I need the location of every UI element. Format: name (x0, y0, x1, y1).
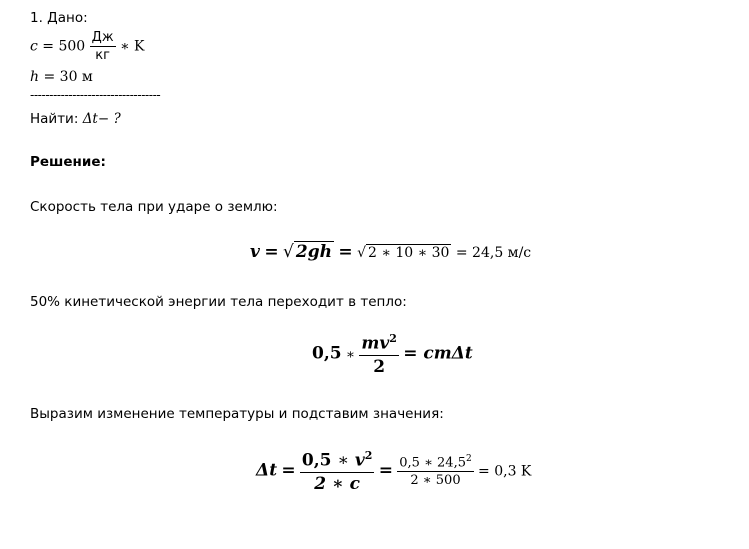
eq1-equals-2: = (338, 242, 353, 262)
find-label: Найти: (30, 111, 79, 127)
equation-velocity (250, 241, 531, 262)
eq2-fraction (359, 332, 399, 377)
eq2-numerator: $mv^2$ (361, 332, 397, 354)
equation-energy (312, 332, 473, 377)
paragraph-energy: 50% кинетической энергии тела переходит в тепло: (30, 294, 407, 310)
paragraph-temperature: Выразим изменение температуры и подставим значения: (30, 406, 444, 422)
eq3-equals: = (281, 460, 296, 481)
given-h-line (30, 69, 93, 85)
eq3-f2-numerator: 0,5 ∗ 24,5$^2$ (399, 454, 472, 471)
eq3-fraction-symbolic (300, 449, 375, 494)
paragraph-velocity: Скорость тела при ударе о землю: (30, 199, 278, 215)
eq1-lhs: v (250, 242, 260, 262)
eq3-result: = 0,3 K (478, 463, 532, 480)
unit-numerator: Дж (91, 30, 114, 45)
eq1-equals: = (264, 242, 279, 262)
eq1-radicand-numeric: 2 ∗ 10 ∗ 30 (368, 245, 450, 261)
find-line (30, 111, 121, 127)
eq2-times: ∗ (345, 346, 356, 363)
given-c-line (30, 30, 144, 63)
eq2-denominator: 2 (359, 355, 399, 377)
eq1-sqrt-numeric: √ 2 ∗ 10 ∗ 30 (357, 245, 450, 261)
eq3-f1-denominator: 2 ∗ c (300, 472, 375, 494)
eq3-equals-2: = (378, 460, 393, 481)
equals-sign: = (42, 38, 55, 55)
given-header: 1. Дано: (30, 10, 88, 26)
eq2-rhs: = cmΔt (403, 343, 473, 364)
eq1-result: = 24,5 м/с (455, 245, 532, 261)
eq1-radicand-symbolic: 2gh (295, 242, 332, 262)
h-value: = 30 м (43, 69, 93, 85)
eq1-sqrt-symbolic: √ 2gh (283, 242, 332, 262)
unit-tail: ∗ K (120, 38, 145, 55)
eq2-coefficient: 0,5 (312, 343, 342, 364)
eq3-f2-denominator: 2 ∗ 500 (397, 471, 473, 488)
eq3-lhs: Δt (256, 460, 278, 481)
eq3-fraction-numeric (397, 454, 473, 488)
unit-fraction (90, 30, 116, 63)
eq3-f1-numerator: 0,5 ∗ $v^2$ (301, 449, 373, 471)
find-expression: Δt− ? (82, 111, 121, 127)
c-value: 500 (58, 38, 86, 55)
unit-denominator: кг (90, 46, 116, 63)
var-h: h (30, 69, 40, 85)
solution-heading: Решение: (30, 154, 106, 170)
divider-line: ---------------------------------- (30, 88, 161, 102)
equation-temperature (256, 449, 531, 494)
var-c: c (30, 38, 38, 55)
